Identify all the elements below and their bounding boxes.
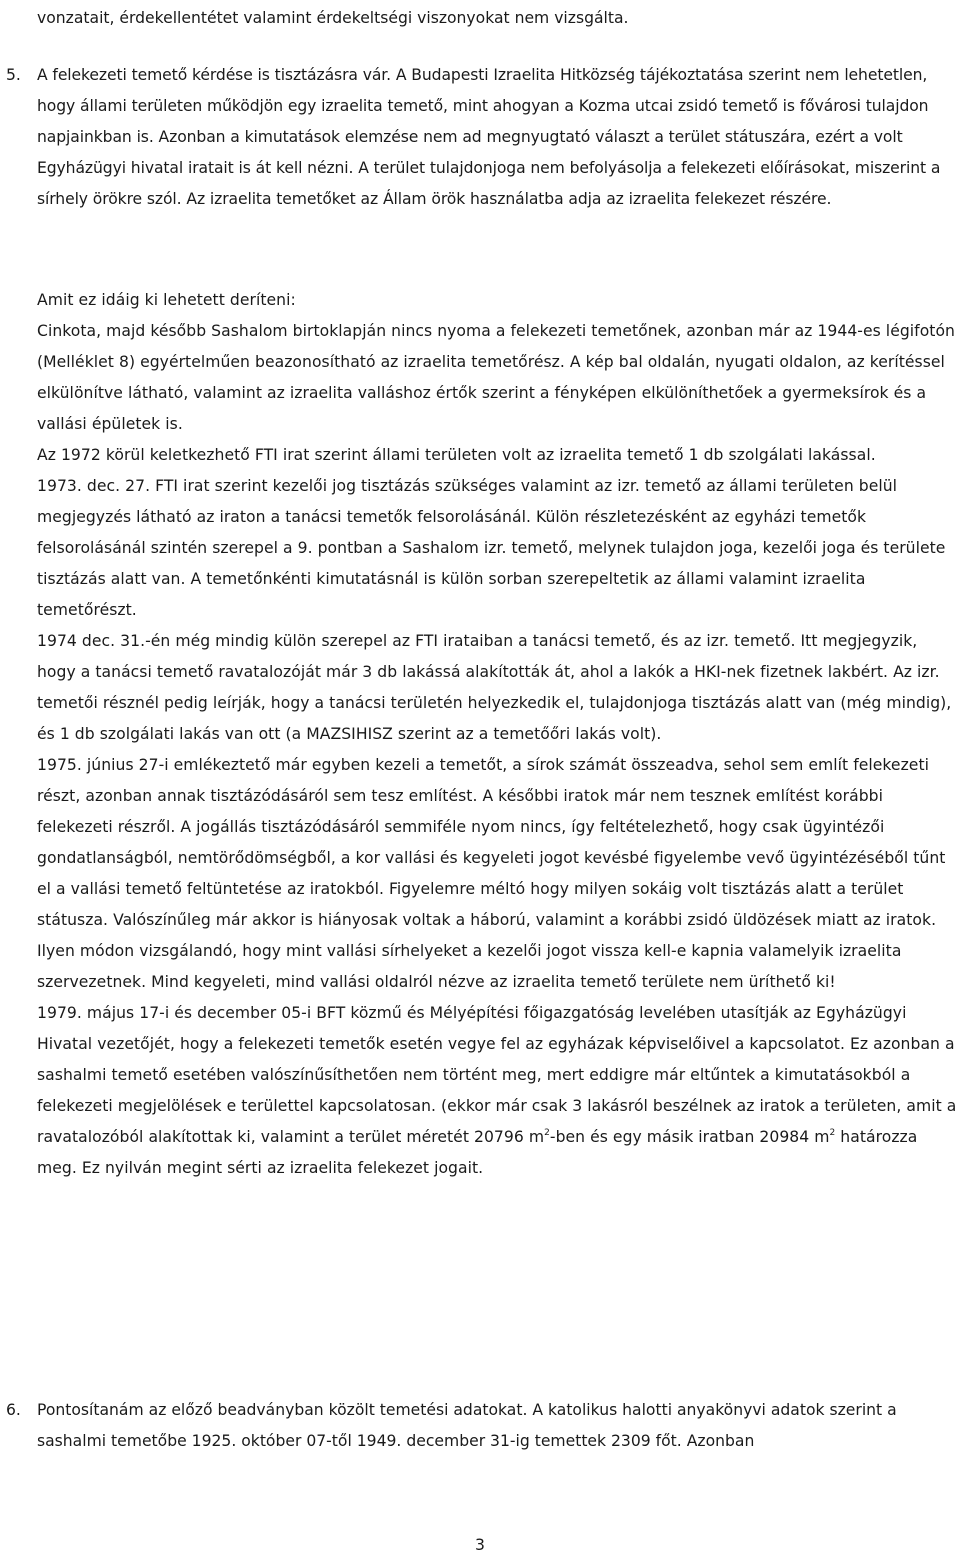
findings-paragraph-1979 (37, 998, 958, 1184)
section-5-number: 5. (6, 66, 21, 84)
superscript-2-a: 2 (544, 1128, 550, 1138)
section-5 (6, 60, 958, 215)
p1979-text-a: 1979. május 17-i és december 05-i BFT közmű és Mélyépítési főigazgatóság levelében utasítják az Egyházügyi Hivatal vezetőjét, hogy a felekezeti temetők esetén vegye fel az egyházak képviselőivel a kapcsolatot. Ez azonban a sashalmi temető esetében valószínűsíthetően nem történt meg, mert eddigre már eltűntek a kimutatásokból a felekezeti megjelölések e területtel kapcsolatosan. (ekkor már csak 3 lakásról beszélnek az iratok a területen, amit a ravatalozóból alakítottak ki, valamint a terület méretét 20796 m (37, 1004, 957, 1146)
findings-paragraph-1975: 1975. június 27-i emlékeztető már egyben kezeli a temetőt, a sírok számát összeadva, sehol sem említ felekezeti részt, azonban annak tisztázódásáról sem tesz említést. A későbbi iratok már nem tesznek említést korábbi felekezeti részről. A jogállás tisztázódásáról semmiféle nyom nincs, így feltételezhető, hogy csak ügyintézői gondatlanságból, nemtörődömségből, a kor vallási és kegyeleti jogot kevésbé figyelembe vevő ügyintézéséből tűnt el a vallási temető feltüntetése az iratokból. Figyelemre méltó hogy milyen sokáig volt tisztázás alatt a terület státusza. Valószínűleg már akkor is hiányosak voltak a háború, valamint a korábbi zsidó üldözések miatt az iratok. Ilyen módon vizsgálandó, hogy mint vallási sírhelyeket a kezelői jogot vissza kell-e kapnia valamelyik izraelita szervezetnek. Mind kegyeleti, mind vallási oldalról nézve az izraelita temető területe nem üríthető ki! (37, 756, 946, 991)
findings-paragraph-1972: Az 1972 körül keletkezhető FTI irat szerint állami területen volt az izraelita temető 1 db szolgálati lakással. (37, 446, 876, 464)
intro-paragraph (37, 3, 958, 34)
p1979-text-b: -ben és egy másik iratban 20984 m (549, 1128, 830, 1146)
findings-heading: Amit ez idáig ki lehetett deríteni: (37, 291, 296, 309)
p1979-text-c: határozza meg. Ez nyilván megint sérti az izraelita felekezet jogait. (37, 1128, 918, 1177)
section-5-paragraph: A felekezeti temető kérdése is tisztázásra vár. A Budapesti Izraelita Hitközség tájékoztatása szerint nem lehetetlen, hogy állami területen működjön egy izraelita temető, mint ahogyan a Kozma utcai zsidó temető is fővárosi tulajdon napjainkban is. Azonban a kimutatások elemzése nem ad megnyugtató választ a terület státuszára, ezért a volt Egyházügyi hivatal iratait is át kell nézni. A terület tulajdonjoga nem befolyásolja a felekezeti előírásokat, miszerint a sírhely örökre szól. Az izraelita temetőket az Állam örök használatba adja az izraelita felekezet részére. (37, 66, 941, 208)
superscript-2-b: 2 (829, 1128, 836, 1138)
findings-block (37, 285, 958, 1184)
findings-paragraph-1944: Cinkota, majd később Sashalom birtoklapján nincs nyoma a felekezeti temetőnek, azonban már az 1944-es légifotón (Melléklet 8) egyértelműen beazonosítható az izraelita temetőrész. A kép bal oldalán, nyugati oldalon, az kerítéssel elkülönítve látható, valamint az izraelita valláshoz értők szerint a fényképen elkülöníthetőek a gyermeksírok és a vallási épületek is. (37, 322, 955, 433)
section-6-paragraph: Pontosítanám az előző beadványban közölt temetési adatokat. A katolikus halotti anyakönyvi adatok szerint a sashalmi temetőbe 1925. október 07-től 1949. december 31-ig temettek 2309 főt. Azonban (37, 1401, 897, 1450)
page-number: 3 (475, 1536, 485, 1554)
findings-paragraph-1974: 1974 dec. 31.-én még mindig külön szerepel az FTI irataiban a tanácsi temető, és az izr. temető. Itt megjegyzik, hogy a tanácsi temető ravatalozóját már 3 db lakássá alakították át, ahol a lakók a HKI-nek fizetnek lakbért. Az izr. temetői résznél pedig leírják, hogy a tanácsi területén helyezkedik el, tulajdonjoga tisztázás alatt van (még mindig), és 1 db szolgálati lakás van ott (a MAZSIHISZ szerint az a temetőőri lakás volt). (37, 632, 952, 743)
findings-paragraph-1973: 1973. dec. 27. FTI irat szerint kezelői jog tisztázás szükséges valamint az izr. temető az állami területen belül megjegyzés látható az iraton a tanácsi temetők felsorolásánál. Külön részletezésként az egyházi temetők felsorolásánál szintén szerepel a 9. pontban a Sashalom izr. temető, melynek tulajdon joga, kezelői joga és területe tisztázás alatt van. A temetőnkénti kimutatásnál is külön sorban szerepeltetik az állami valamint izraelita temetőrészt. (37, 477, 946, 619)
intro-line: vonzatait, érdekellentétet valamint érdekeltségi viszonyokat nem vizsgálta. (37, 9, 629, 27)
section-6 (6, 1395, 958, 1457)
section-6-number: 6. (6, 1401, 21, 1419)
